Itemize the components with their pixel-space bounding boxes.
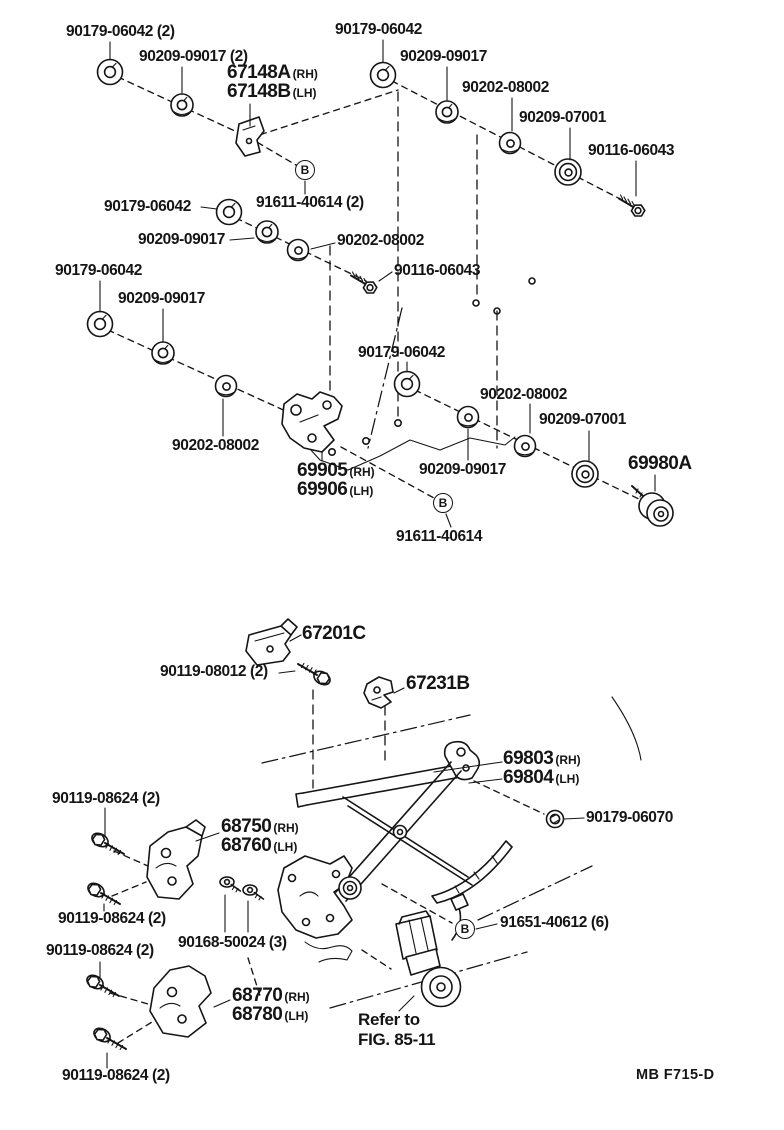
part-label-69980A: 69980A	[628, 453, 692, 474]
nut-icon	[547, 811, 564, 828]
callout-b-upper: B	[295, 160, 315, 180]
part-label-90202-08002-d: 90202-08002	[480, 386, 567, 403]
part-label-90116-06043-b: 90116-06043	[394, 262, 481, 279]
part-label-90202-08002-c: 90202-08002	[172, 437, 259, 454]
cushion-washer-icon	[216, 376, 237, 397]
part-label-90202-08002-b: 90202-08002	[337, 232, 424, 249]
door-hinge-upper	[147, 820, 205, 899]
bolt-icon	[619, 195, 645, 216]
ring-grommet-icon	[555, 159, 581, 185]
screw-washer-icon	[243, 885, 263, 900]
door-hinge-lower	[150, 966, 211, 1037]
grommet-icon	[217, 200, 242, 225]
part-label-90179-06042-e: 90179-06042	[358, 344, 445, 361]
part-label-67201C: 67201C	[302, 623, 366, 644]
part-label-90209-07001-b: 90209-07001	[539, 411, 626, 428]
part-label-90119-08012: 90119-08012 (2)	[160, 663, 268, 680]
part-label-refer-note: Refer to FIG. 85-11	[358, 1010, 436, 1049]
part-label-90209-07001-a: 90209-07001	[519, 109, 606, 126]
cushion-washer-icon	[458, 407, 479, 428]
fastener-icons	[85, 60, 645, 1050]
hinge-bolt-icon	[92, 1026, 126, 1050]
washer-icon	[436, 101, 458, 123]
fastener-chain-lines	[108, 77, 643, 1043]
part-label-69905: 69905 (RH) 69906 (LH)	[297, 460, 375, 500]
grommet-icon	[371, 63, 396, 88]
cushion-washer-icon	[288, 240, 309, 261]
label-leader-lines	[100, 40, 655, 1068]
lock-cylinder	[632, 486, 673, 526]
glass-channel-bracket	[282, 392, 342, 452]
part-label-90179-06042-c: 90179-06042	[104, 198, 191, 215]
part-label-90209-09017-d: 90209-09017	[118, 290, 205, 307]
part-label-90209-09017-a: 90209-09017 (2)	[139, 48, 248, 65]
part-label-90179-06042-b: 90179-06042	[335, 21, 422, 38]
part-label-69803: 69803 (RH) 69804 (LH)	[503, 748, 581, 788]
part-label-90209-09017-c: 90209-09017	[138, 231, 225, 248]
part-label-90179-06042-d: 90179-06042	[55, 262, 142, 279]
grommet-icon	[98, 60, 123, 85]
hinge-bolt-icon	[298, 664, 332, 688]
part-label-67148: 67148A (RH) 67148B (LH)	[227, 62, 318, 102]
hinge-bolt-icon	[85, 973, 119, 997]
part-label-90119-08624-b: 90119-08624 (2)	[58, 910, 166, 927]
part-label-drawing-code: MB F715-D	[636, 1067, 715, 1083]
part-label-90179-06042-a: 90179-06042 (2)	[66, 23, 175, 40]
part-label-90209-09017-e: 90209-09017	[419, 461, 506, 478]
part-label-90119-08624-a: 90119-08624 (2)	[52, 790, 160, 807]
part-label-90119-08624-d: 90119-08624 (2)	[62, 1067, 170, 1084]
washer-icon	[256, 221, 278, 243]
door-panel-outline	[250, 683, 650, 1008]
part-label-90202-08002-a: 90202-08002	[462, 79, 549, 96]
part-label-90209-09017-b: 90209-09017	[400, 48, 487, 65]
washer-icon	[152, 342, 174, 364]
part-label-68770: 68770 (RH) 68780 (LH)	[232, 985, 310, 1025]
guide-clip	[364, 677, 393, 708]
washer-icon	[171, 94, 193, 116]
part-label-91611-40614-b: 91611-40614	[396, 528, 483, 545]
door-glass-outline	[295, 98, 617, 470]
callout-b-middle: B	[433, 493, 453, 513]
hinge-bolt-icon	[86, 881, 120, 905]
part-label-68750: 68750 (RH) 68760 (LH)	[221, 816, 299, 856]
cushion-washer-icon	[500, 133, 521, 154]
screw-washer-icon	[220, 877, 240, 892]
part-label-91651-40612: 91651-40612 (6)	[500, 914, 609, 931]
part-label-90179-06070: 90179-06070	[586, 809, 673, 826]
grommet-icon	[395, 372, 420, 397]
cushion-washer-icon	[515, 436, 536, 457]
part-label-67231B: 67231B	[406, 673, 470, 694]
frame-bracket	[246, 619, 297, 665]
grommet-icon	[88, 312, 113, 337]
part-label-91611-40614-a: 91611-40614 (2)	[256, 194, 364, 211]
hinge-bolt-icon	[90, 831, 124, 855]
ring-grommet-icon	[572, 461, 598, 487]
part-label-90116-06043-a: 90116-06043	[588, 142, 675, 159]
part-label-90168-50024: 90168-50024 (3)	[178, 934, 287, 951]
window-motor	[396, 894, 468, 1007]
part-label-90119-08624-c: 90119-08624 (2)	[46, 942, 154, 959]
callout-b-lower: B	[455, 919, 475, 939]
